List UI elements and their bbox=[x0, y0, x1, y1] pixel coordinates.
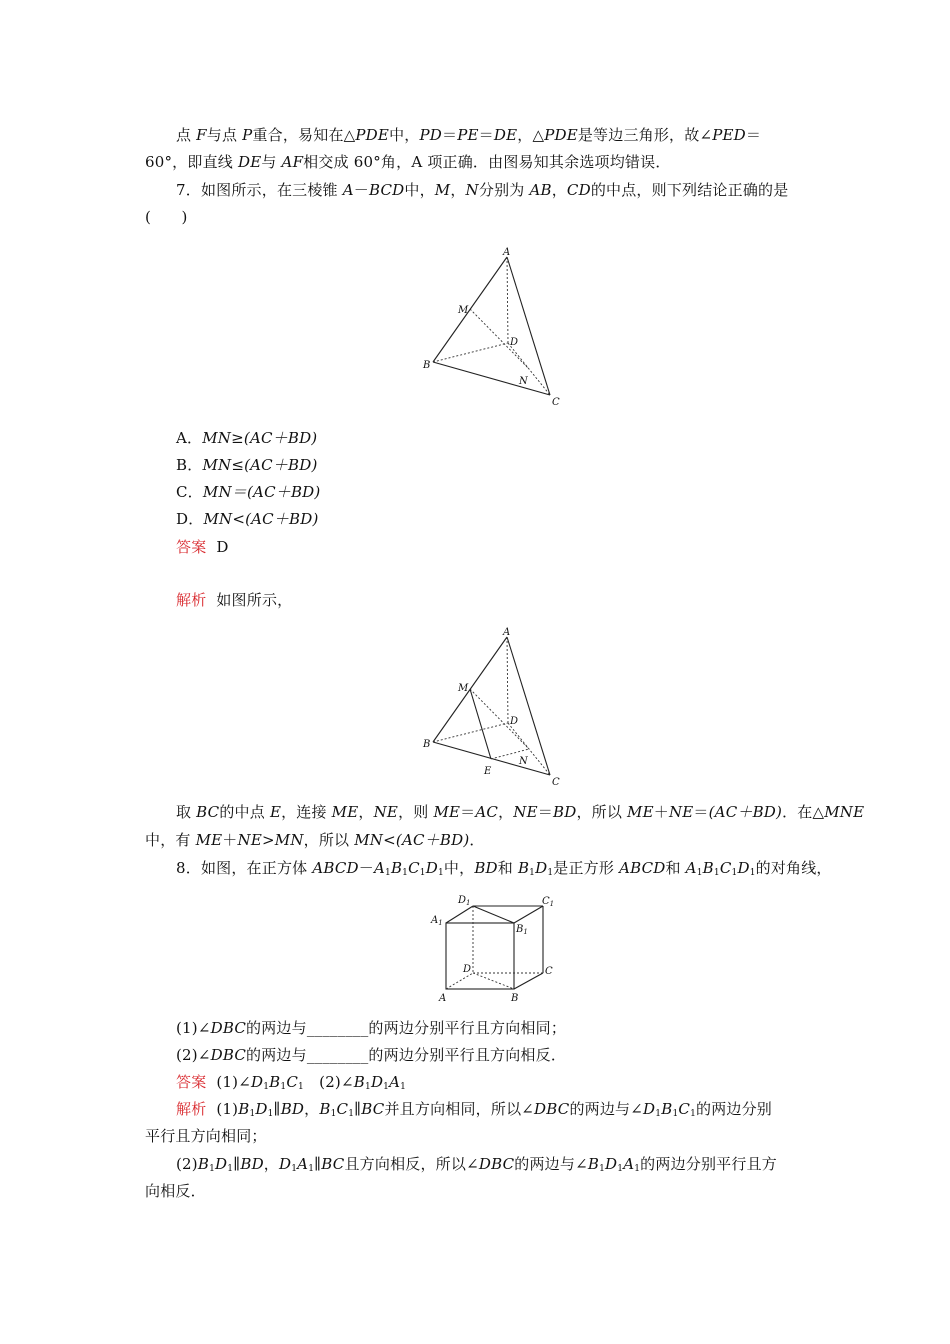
label-b1: $B_1$ bbox=[516, 924, 528, 936]
text-run: ，△ bbox=[517, 126, 545, 144]
label-m: M bbox=[458, 305, 469, 316]
label-b: B bbox=[423, 360, 431, 371]
text-run: 中， bbox=[389, 126, 420, 144]
math-symbol: D bbox=[215, 1155, 228, 1173]
math-symbol: D bbox=[370, 1073, 384, 1091]
label-a: A bbox=[503, 247, 511, 258]
q8-analysis-line-2 bbox=[145, 1126, 267, 1146]
math-symbol: P bbox=[242, 126, 253, 144]
text-run: 并且方向相同，所以∠ bbox=[384, 1100, 535, 1118]
label-d1: $D_1$ bbox=[458, 895, 471, 907]
math-symbol: MN bbox=[202, 483, 232, 501]
math-symbol: CD bbox=[566, 181, 591, 199]
math-symbol: B bbox=[702, 859, 714, 877]
text-run: A． bbox=[176, 429, 203, 447]
q8-analysis-line-3 bbox=[176, 1154, 777, 1174]
label-c-2: C bbox=[552, 777, 560, 788]
text-run: 的对角线， bbox=[755, 859, 832, 877]
math-symbol: C bbox=[678, 1100, 691, 1118]
text-run: ．在△ bbox=[782, 803, 825, 821]
math-symbol: AB bbox=[529, 181, 552, 199]
label-n-2: N bbox=[519, 756, 528, 767]
q8-answer-value bbox=[216, 1073, 406, 1091]
math-symbol: B bbox=[517, 859, 530, 877]
text-run: 与点 bbox=[206, 126, 243, 144]
math-symbol: AF bbox=[281, 153, 304, 171]
math-symbol: ME bbox=[433, 803, 461, 821]
label-a1: $A_1$ bbox=[431, 915, 443, 927]
math-symbol: D bbox=[643, 1100, 656, 1118]
text-run: ∥ bbox=[354, 1100, 362, 1118]
math-symbol: ME bbox=[331, 803, 359, 821]
subscript: 1 bbox=[599, 1164, 606, 1174]
math-symbol: NE bbox=[513, 803, 538, 821]
text-run: ∥ bbox=[273, 1100, 281, 1118]
math-symbol: ME bbox=[195, 831, 223, 849]
subscript: 1 bbox=[690, 1109, 696, 1119]
text-run: 和 bbox=[665, 859, 686, 877]
math-symbol: ABCD bbox=[312, 859, 359, 877]
math-symbol: E bbox=[269, 803, 282, 821]
subscript: 1 bbox=[419, 868, 426, 878]
text-run: ，所以 bbox=[303, 831, 355, 849]
math-symbol: PD bbox=[419, 126, 442, 144]
math-symbol: DBC bbox=[478, 1155, 515, 1173]
text-run: D． bbox=[176, 510, 204, 528]
q7-explanation-line-1 bbox=[176, 802, 864, 822]
math-symbol: C bbox=[336, 1100, 349, 1118]
text-run: 取 bbox=[176, 803, 197, 821]
math-symbol: D bbox=[250, 1073, 264, 1091]
q7-stem-line-1 bbox=[176, 180, 788, 200]
text-run: － bbox=[353, 181, 369, 199]
math-symbol: DE bbox=[493, 126, 518, 144]
text-run: 相交成 60°角，A 项正确．由图易知其余选项均错误． bbox=[303, 153, 671, 171]
math-symbol: D bbox=[279, 1155, 292, 1173]
math-symbol: NE bbox=[237, 831, 262, 849]
math-symbol: AC bbox=[475, 803, 499, 821]
label-c1: $C_1$ bbox=[542, 896, 555, 908]
text-run: 分别为 bbox=[478, 181, 530, 199]
label-a-2: A bbox=[503, 627, 511, 638]
math-symbol: A bbox=[373, 859, 385, 877]
text-run: 的中点 bbox=[219, 803, 270, 821]
q8-subquestion-1 bbox=[176, 1018, 566, 1038]
text-run: ，连接 bbox=[281, 803, 332, 821]
text-run: 的两边与∠ bbox=[514, 1155, 588, 1173]
math-symbol: BC bbox=[196, 803, 220, 821]
label-d-2: D bbox=[510, 716, 519, 727]
subscript: 1 bbox=[227, 1164, 234, 1174]
math-symbol: D bbox=[535, 859, 548, 877]
math-symbol: D bbox=[425, 859, 438, 877]
q8-answer-line bbox=[176, 1072, 406, 1092]
subscript: 1 bbox=[298, 1082, 304, 1092]
text-run: ＝ bbox=[745, 126, 762, 144]
text-run: 中， bbox=[443, 859, 475, 877]
text-run: 和 bbox=[497, 859, 518, 877]
text-run: ＝ bbox=[478, 126, 494, 144]
math-symbol: MN bbox=[274, 831, 304, 849]
math-symbol: ＝(AC＋BD) bbox=[231, 483, 321, 501]
math-symbol: F bbox=[196, 126, 207, 144]
math-symbol: MN bbox=[202, 456, 232, 474]
subscript: 1 bbox=[400, 1082, 407, 1092]
math-symbol: BC bbox=[321, 1155, 345, 1173]
math-symbol: BCD bbox=[368, 181, 405, 199]
math-symbol: D bbox=[737, 859, 750, 877]
text-run: B． bbox=[176, 456, 203, 474]
tetrahedron-edges bbox=[433, 257, 550, 395]
subscript: 1 bbox=[249, 1109, 256, 1119]
q7-option-c bbox=[176, 482, 320, 502]
figure-tetrahedron-1 bbox=[418, 245, 568, 410]
math-symbol: DBC bbox=[534, 1100, 570, 1118]
answer-value: D bbox=[216, 538, 229, 556]
text-run: > bbox=[261, 831, 275, 849]
math-symbol: A bbox=[623, 1155, 635, 1173]
text-run: 且方向相反，所以∠ bbox=[344, 1155, 479, 1173]
label-d: D bbox=[510, 337, 519, 348]
math-symbol: B bbox=[269, 1073, 281, 1091]
math-symbol: D bbox=[605, 1155, 618, 1173]
math-symbol: D bbox=[255, 1100, 268, 1118]
label-c: C bbox=[545, 966, 553, 977]
subscript: 1 bbox=[731, 868, 738, 878]
subscript: 1 bbox=[529, 868, 536, 878]
text-run: ∥ bbox=[233, 1155, 241, 1173]
math-symbol: A bbox=[685, 859, 697, 877]
math-symbol: BD bbox=[240, 1155, 264, 1173]
subscript: 1 bbox=[655, 1109, 662, 1119]
subscript: 1 bbox=[617, 1164, 624, 1174]
math-symbol: ME bbox=[627, 803, 654, 821]
math-symbol: BD bbox=[280, 1100, 305, 1118]
math-symbol: PED bbox=[712, 126, 746, 144]
math-symbol: BD bbox=[552, 803, 577, 821]
label-c: C bbox=[552, 397, 560, 408]
text-run: (1)∠ bbox=[216, 1073, 251, 1091]
math-symbol: ≤(AC＋BD) bbox=[231, 456, 318, 474]
q8-subquestion-2 bbox=[176, 1045, 566, 1065]
text-run: ， bbox=[551, 181, 567, 199]
subscript: 1 bbox=[267, 1109, 274, 1119]
text-run: 中， bbox=[404, 181, 435, 199]
q8-answer-label: 答案 bbox=[176, 1073, 207, 1091]
math-symbol: C bbox=[286, 1073, 298, 1091]
label-a: A bbox=[439, 993, 447, 1004]
text-run: ，则 bbox=[398, 803, 434, 821]
math-symbol: PDE bbox=[544, 126, 578, 144]
text-run: 是正方形 bbox=[553, 859, 620, 877]
text-run: 7．如图所示，在三棱锥 bbox=[176, 181, 343, 199]
subscript: 1 bbox=[308, 1164, 315, 1174]
subscript: 1 bbox=[280, 1082, 287, 1092]
label-d: D bbox=[463, 964, 472, 975]
text-run: ＋ bbox=[653, 803, 669, 821]
subscript: 1 bbox=[696, 868, 703, 878]
subscript: 1 bbox=[348, 1109, 355, 1119]
math-symbol: BD bbox=[474, 859, 498, 877]
text-run: ＝ bbox=[460, 803, 476, 821]
text-run: 与 bbox=[261, 153, 282, 171]
text-run: 向相反． bbox=[145, 1182, 206, 1200]
q7-answer-line bbox=[176, 537, 229, 557]
math-symbol: B bbox=[238, 1100, 250, 1118]
math-symbol: BC bbox=[361, 1100, 385, 1118]
subscript: 1 bbox=[291, 1164, 298, 1174]
label-m-2: M bbox=[458, 683, 469, 694]
q8-analysis-label: 解析 bbox=[176, 1100, 207, 1118]
text-run: (1) bbox=[216, 1100, 239, 1118]
subscript: 1 bbox=[383, 1082, 390, 1092]
math-symbol: PE bbox=[457, 126, 479, 144]
text-run: 是等边三角形，故∠ bbox=[577, 126, 713, 144]
subscript: 1 bbox=[365, 1082, 371, 1092]
math-symbol: <(AC＋BD) bbox=[232, 510, 319, 528]
text-run: 的两边与________的两边分别平行且方向相同； bbox=[246, 1019, 567, 1037]
text-run: 8．如图，在正方体 bbox=[176, 859, 313, 877]
math-symbol: PDE bbox=[355, 126, 390, 144]
text-run: (1)∠ bbox=[176, 1019, 211, 1037]
tetrahedron-edges-2 bbox=[433, 637, 550, 775]
subscript: 1 bbox=[330, 1109, 337, 1119]
subscript: 1 bbox=[547, 868, 554, 878]
label-b-2: B bbox=[423, 739, 431, 750]
math-symbol: B bbox=[319, 1100, 331, 1118]
text-run: 的中点，则下列结论正确的是 bbox=[590, 181, 789, 199]
text-run: ＝ bbox=[442, 126, 458, 144]
p6-line-2 bbox=[145, 152, 671, 172]
math-symbol: MN bbox=[202, 429, 232, 447]
math-symbol: B bbox=[197, 1155, 210, 1173]
text-run: 60°，即直线 bbox=[145, 153, 238, 171]
text-run: (2) bbox=[176, 1155, 198, 1173]
figure-tetrahedron-2 bbox=[418, 625, 568, 790]
q8-analysis-line-4 bbox=[145, 1181, 206, 1201]
math-symbol: N bbox=[465, 181, 479, 199]
math-symbol: MN bbox=[354, 831, 384, 849]
text-run: < bbox=[383, 831, 396, 849]
text-run: ＋ bbox=[222, 831, 238, 849]
text-run: 的两边分别 bbox=[696, 1100, 773, 1118]
math-symbol: NE bbox=[373, 803, 399, 821]
text-run: ， bbox=[450, 181, 466, 199]
text-run: ， bbox=[304, 1100, 320, 1118]
subscript: 1 bbox=[437, 868, 444, 878]
text-run: 重合，易知在△ bbox=[252, 126, 356, 144]
text-run: ， bbox=[498, 803, 514, 821]
figure-cube bbox=[428, 890, 568, 1005]
math-symbol: DE bbox=[237, 153, 262, 171]
text-run: － bbox=[358, 859, 374, 877]
math-symbol: (AC＋BD) bbox=[708, 803, 783, 821]
text-run: ，所以 bbox=[576, 803, 628, 821]
text-run: (2)∠ bbox=[176, 1046, 211, 1064]
subscript: 1 bbox=[713, 868, 720, 878]
q7-analysis-line bbox=[176, 590, 292, 610]
subscript: 1 bbox=[402, 868, 409, 878]
subscript: 1 bbox=[385, 868, 391, 878]
analysis-label: 解析 bbox=[176, 591, 207, 609]
text-run: 的两边与∠ bbox=[569, 1100, 644, 1118]
math-symbol: C bbox=[408, 859, 420, 877]
math-symbol: ABCD bbox=[619, 859, 666, 877]
q8-analysis-text-1 bbox=[216, 1100, 772, 1118]
math-symbol: A bbox=[342, 181, 354, 199]
subscript: 1 bbox=[634, 1164, 641, 1174]
math-symbol: A bbox=[297, 1155, 309, 1173]
q7-explanation-line-2 bbox=[145, 830, 485, 850]
q7-answer-paren: ( ) bbox=[145, 208, 188, 226]
subscript: 1 bbox=[672, 1109, 679, 1119]
math-symbol: B bbox=[353, 1073, 365, 1091]
math-symbol: NE bbox=[668, 803, 694, 821]
q7-option-a bbox=[176, 428, 317, 448]
math-symbol: B bbox=[661, 1100, 673, 1118]
math-symbol: B bbox=[390, 859, 403, 877]
text-run: ＝ bbox=[537, 803, 553, 821]
subscript: 1 bbox=[749, 868, 756, 878]
q8-stem-line-1 bbox=[176, 858, 832, 878]
text-run: (2)∠ bbox=[303, 1073, 354, 1091]
text-run: 平行且方向相同； bbox=[145, 1127, 267, 1145]
math-symbol: A bbox=[389, 1073, 401, 1091]
text-run: 中，有 bbox=[145, 831, 196, 849]
text-run: ． bbox=[469, 831, 485, 849]
math-symbol: B bbox=[587, 1155, 600, 1173]
subscript: 1 bbox=[209, 1164, 216, 1174]
label-e-2: E bbox=[484, 766, 492, 777]
q7-option-d bbox=[176, 509, 319, 529]
label-n: N bbox=[519, 376, 528, 387]
cube-edges bbox=[446, 906, 543, 989]
answer-label: 答案 bbox=[176, 538, 207, 556]
p6-line-1 bbox=[176, 125, 761, 145]
math-symbol: MN bbox=[203, 510, 233, 528]
subscript: 1 bbox=[263, 1082, 270, 1092]
text-run: 的两边与________的两边分别平行且方向相反． bbox=[246, 1046, 567, 1064]
math-symbol: DBC bbox=[210, 1019, 247, 1037]
math-symbol: M bbox=[434, 181, 451, 199]
math-symbol: ≥(AC＋BD) bbox=[231, 429, 318, 447]
text-run: 的两边分别平行且方 bbox=[640, 1155, 777, 1173]
text-run: C． bbox=[176, 483, 203, 501]
math-symbol: (AC＋BD) bbox=[395, 831, 470, 849]
text-run: ， bbox=[263, 1155, 279, 1173]
text-run: ∥ bbox=[314, 1155, 322, 1173]
math-symbol: C bbox=[719, 859, 732, 877]
math-symbol: MNE bbox=[824, 803, 865, 821]
label-b: B bbox=[511, 993, 519, 1004]
analysis-intro: 如图所示， bbox=[216, 591, 293, 609]
text-run: 点 bbox=[176, 126, 197, 144]
math-symbol: DBC bbox=[210, 1046, 247, 1064]
q7-option-b bbox=[176, 455, 318, 475]
text-run: ， bbox=[358, 803, 374, 821]
text-run: ＝ bbox=[693, 803, 709, 821]
q8-analysis-line-1 bbox=[176, 1099, 772, 1119]
